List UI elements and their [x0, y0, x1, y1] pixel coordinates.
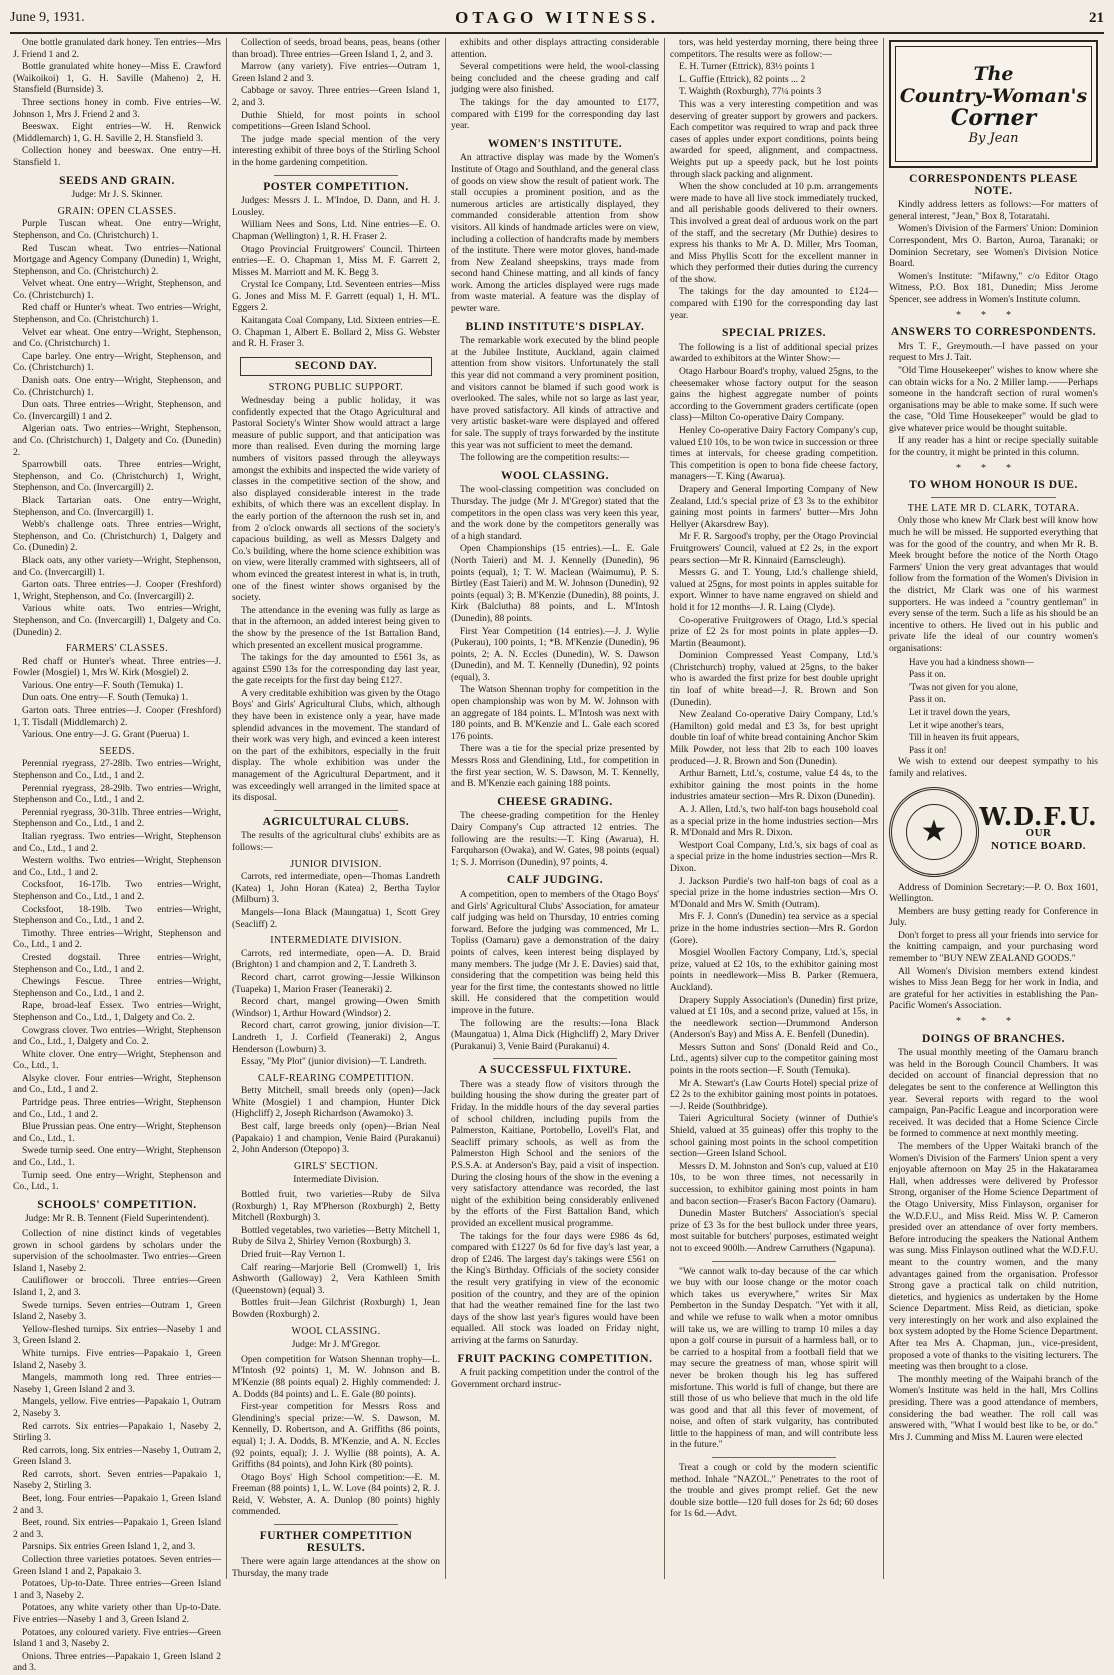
- paragraph: Taieri Agricultural Society (winner of Duthie's Shield, valued at 35 guineas) offer this trophy to the school gaining most points in the school competition section—Green Island School.: [670, 1114, 878, 1160]
- paragraph-group: [451, 890, 659, 1053]
- paragraph: Mr A. Stewart's (Law Courts Hotel) special prize of £2 2s to the exhibitor gaining most points in potatoes.—J. Reide (Southbridge).: [670, 1078, 878, 1112]
- paragraph: Messrs G. and T. Young, Ltd.'s challenge shield, valued at 25gns, for most points in apples suitable for export. Winner to have name engraved on shield and hold it for 12 months—J. R. Laing (Clyde).: [670, 568, 878, 613]
- paragraph: J. Jackson Purdie's two half-ton bags of coal as a special prize in the home industries section—Mrs O. M'Donald and Mrs W. Smith (Outram).: [670, 876, 878, 910]
- subsection-heading: GRAIN: OPEN CLASSES.: [57, 205, 177, 217]
- paragraph-group: [451, 1080, 659, 1348]
- divider: [712, 1261, 837, 1262]
- paragraph-group: [13, 759, 221, 1193]
- paragraph: The members of the Upper Waitaki branch of the Women's Division of the Farmers' Union spent a very enjoyable afternoon on May 25 in the Hakataramea Hall, when addresses were delivered by Professor Strong, organiser of the Home Science Department of the Otago University, Miss Finlayson, organiser for the W.D.F.U., and Miss Reid. Miss W. P. Cameron presided over an attendance of over forty members. Before introducing the speakers the National Anthem was sung. Miss Finlayson outlined what the W.D.F.U. meant to the country women, and the many advantages gained from the organisation. Professor Strong gave a practical talk on child nutrition, dietetics, and hygienics as undertaken by the Home Science Department. Miss Reid, as dietician, spoke very interestingly on her work and also explained the box system adopted by the Home Science Department. After tea Mrs A. Chapman, jun., vice-president, proposed a vote of thanks to the visiting lecturers. The meeting was then brought to a close.: [889, 1141, 1098, 1373]
- paragraph: Arthur Barnett, Ltd.'s, costume, value £4 4s, to the exhibitor gaining the most points in the home industries amateur section—Mrs R. Dixon (Dunedin).: [670, 769, 878, 803]
- judge-line: Judge: Mr R. B. Tennent (Field Superintendent).: [24, 1214, 210, 1225]
- division-line: Intermediate Division.: [293, 1175, 379, 1186]
- judge-line: Judge: Mr J. S. Skinner.: [71, 190, 163, 201]
- paragraph: Purple Tuscan wheat. One entry—Wright, Stephenson, and Co. (Christchurch) 1.: [13, 219, 221, 241]
- paragraph: The takings for the day amounted to £561 3s, as against £590 13s for the corresponding day last year, the gate receipts for the first day being £127.: [232, 653, 440, 687]
- wdfu-seal-icon: [889, 787, 979, 877]
- paragraph: The takings for the day amounted to £177, compared with £199 for the corresponding day last year.: [451, 97, 659, 132]
- paragraph: Duthie Shield, for most points in school competitions—Green Island School.: [232, 110, 440, 133]
- wdfu-heading: [979, 801, 1098, 853]
- paragraph: Dominion Compressed Yeast Company, Ltd.'s (Christchurch) trophy, valued at 25gns, to the baker who is awarded the first prize for best double upright tin loaf of white bread—J. R. Brown and Son (Dunedin).: [670, 651, 878, 708]
- paragraph: Otago Boys' High School competition:—E. M. Freeman (88 points) 1, L. W. Love (84 points) 2, R. J. Reid, V. Webster, A. A. Dunlop (80 points) highly commended.: [232, 1472, 440, 1518]
- section-heading: SPECIAL PRIZES.: [721, 327, 826, 340]
- paragraph: White turnips. Five entries—Papakaio 1, Green Island 2, Naseby 3.: [13, 1348, 221, 1371]
- paragraph: Mangels—Iona Black (Maungatua) 1, Scott Grey (Seacliff) 2.: [232, 907, 440, 930]
- paragraph: Judges: Messrs J. L. M'Indoe, D. Dann, and H. J. Lousley.: [232, 196, 440, 218]
- paragraph: Bottle granulated white honey—Miss E. Crawford (Waikoikoi) 1, G. H. Saville (Maheno) 2, H. Stansfield (Burnside) 3.: [13, 62, 221, 96]
- paragraph: Italian ryegrass. Two entries—Wright, Stephenson and Co., Ltd., 1 and 2.: [13, 832, 221, 854]
- paragraph: First Year Competition (14 entries).—J. J. Wylie (Pukerau), 100 points, 1; *B. M'Kenzie (Dunedin), 96 points, 2; A. N. Eccles (Dunedin), W. S. Dawson (Dunedin), and M. T. Kennelly (Dunedin), 92 points (equal), 3.: [451, 626, 659, 683]
- paragraph: The following are the results:—Iona Black (Maungatua) 1, Alma Dick (Highcliff) 2, Mary Driver (Purakanui) 3, Venie Baird (Purakanui) 4.: [451, 1018, 659, 1052]
- section-heading: BLIND INSTITUTE'S DISPLAY.: [465, 320, 645, 333]
- paragraph: Henley Co-operative Dairy Factory Company's cup, valued £10 10s, to be won twice in succession or three times at intervals, for cheese grading competition. This competition is open to bona fide cheese factory, managers—T. King (Awarua).: [670, 426, 878, 483]
- paragraph: Chewings Fescue. Three entries—Wright, Stephenson and Co., Ltd., 1 and 2.: [13, 977, 221, 999]
- paragraph: If any reader has a hint or recipe specially suitable for the country, it might be printed in this column.: [889, 436, 1098, 459]
- paragraph: Collection honey and beeswax. One entry—H. Stansfield 1.: [13, 146, 221, 168]
- subsection-heading: WOOL CLASSING.: [291, 1325, 381, 1337]
- banner-line-2: Country-Woman's: [899, 85, 1088, 108]
- paragraph-group: [232, 1190, 440, 1322]
- paragraph: "Old Time Housekeeper" wishes to know where she can obtain wicks for a No. 2 Miller lamp.——Perhaps someone in the handcraft section of rural women's organisations may be able to make some. If such were the case, "Old Time Housekeeper" would be glad to give whatever price would be thought suitable.: [889, 365, 1098, 434]
- section-heading: TO WHOM HONOUR IS DUE.: [909, 479, 1078, 492]
- paragraph: tors, was held yesterday morning, there being three competitors. The results were as follow:—: [670, 38, 878, 60]
- paragraph: Red carrots, short. Seven entries—Papakaio 1, Naseby 2, Stirling 3.: [13, 1469, 221, 1492]
- paragraph: The wool-classing competition was concluded on Thursday. The judge (Mr J. M'Gregor) stated that the competitors in the open class was very keen this year, and the work done by the competitors generally was of a high standard.: [451, 485, 659, 542]
- paragraph: Wednesday being a public holiday, it was confidently expected that the Otago Agricultural and Pastoral Society's Winter Show would attract a large measure of public support, and that anticipation was more than realised. Even during the morning large numbers of visitors passed through the alleyways amongst the exhibits and inspected the wide variety of classes in the competitive section of the show, and also displayed considerable interest in the trade exhibits, of which there was an excellent display. In the early portion of the afternoon the rush set in, and from 2 o'clock onwards all sections of the society's capacious building, as well as Messrs Dalgety and Co.'s building, where the home science exhibition was on view, were literally crammed with sightseers, all of whom evinced the greatest interest in what is, in truth, one of the finest winter shows organised by the society.: [232, 396, 440, 604]
- quotation-block: [670, 1267, 878, 1453]
- paragraph: The monthly meeting of the Waipahi branch of the Women's Institute was held in the hall, Mrs Collins presiding. There was a good attendance of members, considering the bad weather. The roll call was answered with, "What I would best like to be, or do." Mrs J. Cumming and Miss M. Lauren were elected: [889, 1374, 1098, 1443]
- paragraph: Perennial ryegrass, 27-28lb. Two entries—Wright, Stephenson and Co., Ltd., 1 and 2.: [13, 759, 221, 782]
- paragraph: Kaitangata Coal Company, Ltd. Sixteen entries—E. O. Chapman 1, Albert E. Bollard 2, Miss G. Webster and R. H. Fraser 3.: [232, 316, 440, 350]
- paragraph: Pass it on.: [909, 694, 946, 705]
- paragraph: White clover. One entry—Wright, Stephenson and Co., Ltd., 1.: [13, 1049, 221, 1072]
- paragraph: Mangels, mammoth long red. Three entries—Naseby 1, Green Island 2 and 3.: [13, 1373, 221, 1395]
- paragraph: This was a very interesting competition and was deserving of greater support by growers and packers. Each competitor was required to wrap and pack three cases of apples under export conditions, points being awarded for speed, alignment, and compactness. Weights put up a speedy pack, but he lost points through slack packing and alignment.: [670, 99, 878, 180]
- paragraph: Crested dogstail. Three entries—Wright, Stephenson and Co., Ltd., 1 and 2.: [13, 952, 221, 975]
- subsection-heading: SEEDS.: [99, 745, 135, 757]
- paragraph: Calf rearing—Marjorie Bell (Cromwell) 1, Iris Ashworth (Galloway) 2, Vera Kathleen Smith (Queenstown) (equal) 3.: [232, 1262, 440, 1296]
- paragraph: Potatoes, any coloured variety. Five entries—Green Island 1 and 3, Naseby 2.: [13, 1627, 221, 1650]
- paragraph: We wish to extend our deepest sympathy to his family and relatives.: [889, 757, 1098, 779]
- section-heading: ANSWERS TO CORRESPONDENTS.: [890, 326, 1097, 339]
- paragraph-group: [232, 1557, 440, 1580]
- paragraph-group: [889, 883, 1098, 1014]
- paragraph: Open Championships (15 entries).—L. E. Gale (North Taieri) and M. J. Kennelly (Dunedin), 96 points (equal), 1; T. W. Maclean (Waimumu), P. S. Birtley (East Taieri) and M. W. Johnson (Dunedin), 92 points (equal) 3; B. M'Kenzie (Dunedin), 88 points, J. Kirk (Balclutha) 88 points, and L. M'Intosh (Dunedin), 88 points.: [451, 544, 659, 624]
- section-heading: CORRESPONDENTS PLEASE NOTE.: [909, 173, 1078, 197]
- paragraph-group: [889, 516, 1098, 655]
- section-heading: FURTHER COMPETITION RESULTS.: [259, 1530, 413, 1554]
- paragraph: Webb's challenge oats. Three entries—Wright, Stephenson, and Co. (Christchurch) 1, Dalgety and Co. (Dunedin) 2.: [13, 520, 221, 554]
- paragraph: Red carrots. Six entries—Papakaio 1, Naseby 2, Stirling 3.: [13, 1421, 221, 1444]
- paragraph-group: [451, 1368, 659, 1391]
- paragraph: Mosgiel Woollen Factory Company, Ltd.'s, special prize, valued at £2 10s, to the exhibitor gaining most points in needlework—Miss B. Parker (Remuera, Auckland).: [670, 948, 878, 993]
- banner-line-1: The: [973, 63, 1014, 86]
- paragraph: First-year competition for Messrs Ross and Glendining's special prize:—W. S. Dawson, M. Kennelly, D. Robertson, and A. Griffiths (86 points, equal) 1; J. A. Dodds, B. M'Kenzie, and A. N. Eccles (92 points, equal); J. J. Wyllie (88 points), A. A. Griffiths (84 points), and John Kirk (80 points).: [232, 1402, 440, 1471]
- paragraph: Otago Provincial Fruitgrowers' Council. Thirteen entries—E. O. Chapman 1, Miss M. F. Garrett 2, Misses M. Marriott and M. K. Begg 3.: [232, 244, 440, 278]
- country-womans-corner-banner: [889, 40, 1098, 168]
- page-columns: [8, 38, 1106, 1674]
- column-3: [446, 38, 665, 1579]
- paragraph: Red chaff or Hunter's wheat. Two entries—Wright, Stephenson, and Co. (Christchurch) 1.: [13, 303, 221, 326]
- paragraph: Treat a cough or cold by the modern scientific method. Inhale "NAZOL." Penetrates to the root of the trouble and gives prompt relief. Get the new double size bottle—120 full doses for 2s 6d; 60 doses for 1s 6d.—Advt.: [670, 1463, 878, 1520]
- paragraph: Velvet wheat. One entry—Wright, Stephenson, and Co. (Christchurch) 1.: [13, 279, 221, 301]
- paragraph: Black Tartarian oats. One entry—Wright, Stephenson, and Co. (Invercargill) 1.: [13, 495, 221, 518]
- paragraph: Western wolths. Two entries—Wright, Stephenson and Co., Ltd., 1 and 2.: [13, 856, 221, 878]
- paragraph: Sparrowbill oats. Three entries—Wright, Stephenson, and Co. (Christchurch) 1, Wright, Stephenson, and Co. (Invercargill) 2.: [13, 460, 221, 494]
- verse-block: [889, 657, 1098, 757]
- paragraph: The following is a list of additional special prizes awarded to exhibitors at the Winter Show:—: [670, 342, 878, 365]
- paragraph: Swede turnips. Seven entries—Outram 1, Green Island 2, Naseby 3.: [13, 1300, 221, 1323]
- paragraph: There were again large attendances at the show on Thursday, the many trade: [232, 1557, 440, 1579]
- paragraph: Otago Harbour Board's trophy, valued 25gns, to the cheesemaker whose factory output for the season gains the highest aggregate number of points according to the Government graders certificate (open class)—Milton Co-operative Dairy Company.: [670, 367, 878, 424]
- paragraph: Crystal Ice Company, Ltd. Seventeen entries—Miss G. Jones and Miss M. F. Garrett (equal) 1, H. M'L. Eggers 2.: [232, 280, 440, 314]
- paragraph: Drapery and General Importing Company of New Zealand, Ltd.'s special prize of £3 3s to the exhibitor gaining most points in farmers' butter—Mrs John Hellyer (Akarsdrew Bay).: [670, 484, 878, 530]
- paragraph: Betty Mitchell, small breeds only (open)—Jack White (Mosgiel) 1 and champion, Hunter Dick (Highcliff) 2, Joseph Richardson (Awamoko) 3.: [232, 1086, 440, 1120]
- paragraph: Black oats, any other variety—Wright, Stephenson, and Co. (Invercargill) 1.: [13, 555, 221, 578]
- paragraph: Onions. Three entries—Papakaio 1, Green Island 2 and 3.: [13, 1651, 221, 1674]
- paragraph-group: [889, 200, 1098, 306]
- paragraph-group: [670, 343, 878, 1256]
- star-divider: ***: [956, 462, 1031, 474]
- section-heading: SEEDS AND GRAIN.: [59, 174, 175, 187]
- paragraph: Collection of seeds, broad beans, peas, beans (other than broad). Three entries—Green Island 1, 2, and 3.: [232, 38, 440, 60]
- paragraph: Bottles fruit—Jean Gilchrist (Roxburgh) 1, Jean Bowden (Roxburgh) 2.: [232, 1298, 440, 1320]
- paragraph-group: [13, 657, 221, 742]
- paragraph: Dun oats. Three entries—Wright, Stephenson, and Co. (Invercargill) 1 and 2.: [13, 400, 221, 422]
- paragraph: There was a tie for the special prize presented by Messrs Ross and Glendining, Ltd., for competition in the first year section, W. S. Dawson, M. T. Kennelly, and B. M'Kenzie each gaining 188 points.: [451, 744, 659, 790]
- paragraph: Mr F. R. Sargood's trophy, per the Otago Provincial Fruitgrowers' Council, valued at £2 2s, in the export pears section—Mr R. Kinnaird (Earnscleugh).: [670, 532, 878, 566]
- paragraph-group: [232, 1355, 440, 1519]
- newspaper-title: OTAGO WITNESS.: [455, 8, 659, 27]
- subsection-heading: GIRLS' SECTION.: [294, 1160, 378, 1172]
- banner-line-3: Corner: [950, 105, 1037, 132]
- paragraph: Only those who knew Mr Clark best will know how much he will be missed. He supported everything that was for the good of the country, and when Mr R. B. Meek brought before the notice of the North Otago Farmers' Union the very great advantages that would follow from the formation of the Women's Division in the district, Mr Clark was one of his warmest supporters. He was indeed a "country gentleman" in every sense of the term. Such a life as his should be an incentive to others. He lived out in his public and private life the ideal of our country women's organisations:: [889, 516, 1098, 654]
- paragraph: Essay, "My Plot" (junior division)—T. Landreth.: [241, 1057, 427, 1068]
- paragraph: Bottled vegetables, two varieties—Betty Mitchell 1, Ruby de Silva 2, Shirley Vernon (Roxburgh) 3.: [232, 1225, 440, 1248]
- wdfu-masthead: [889, 787, 1098, 877]
- paragraph: Carrots, red intermediate, open—A. D. Braid (Brighton) 1 and champion and 2, T. Landreth 3.: [232, 948, 440, 971]
- page-number: 21: [1088, 9, 1104, 26]
- paragraph: E. H. Turner (Ettrick), 83½ points 1: [679, 62, 816, 73]
- paragraph-group: [232, 38, 440, 170]
- paragraph: The remarkable work executed by the blind people at the Jubilee Institute, Auckland, again claimed attention from show visitors. Unfortunately the stall this year did not command a very prominent position, and visitors cannot be blamed if such good work is overlooked. The sales, while not so large as last year, have proved satisfactory. All kinds of attractive and very artistic basket-ware were displayed and offered for sale. The supply of trays forwarded by the institute this year was not sufficient to meet the demand.: [451, 336, 659, 451]
- paragraph: All Women's Division members extend kindest wishes to Miss Jean Begg for her work in India, and are grateful for her activities in establishing the Pan-Pacific Women's Association.: [889, 966, 1098, 1012]
- column-1: [8, 38, 227, 1674]
- paragraph: Let it travel down the years,: [909, 706, 1010, 717]
- paragraph: There was a steady flow of visitors through the building housing the show during the greater part of Friday. In the middle hours of the day several parties of school children, including pupils from the Palmerston, Kaitiane, Portobello, Lovell's Flat, and Seacliff primary schools, as well as from the Palmerston High School and the seniors of the P.S.S.A. at Anderson's Bay, paid a visit of inspection. During the closing hours of the show in the evening a very satisfactory attendance was recorded, the last night of the exhibition being considerably enlivened by the efforts of the First Battalion Band, which provided an excellent musical programme.: [451, 1079, 659, 1229]
- paragraph: New Zealand Co-operative Dairy Company, Ltd.'s (Hamilton) gold medal and £3 3s, for best upright double tin loaf of white bread containing Anchor Skim Milk Powder, not less that 2lb to each 100 loaves produced—J. R. Brown and Son (Dunedin).: [670, 710, 878, 767]
- paragraph: "We cannot walk to-day because of the car which we buy with our loose change or the motor coach which takes us everywhere," writes Sir Max Pemberton in the Sunday Despatch. "Yet with it all, and while we refuse to walk when a motor omnibus will take us, we are willing to tramp 10 miles a day upon a golf course in pursuit of a harmless ball, or to be carried to a hospital from a football field that we may secure the greatness of man, whose spirit will never be broken though his leg has suffered misfortune. This world is full of change, but there are still those of us who believe that much in the old life was good and that all this fever of movement, of noise, and often of stark vulgarity, has contributed little to the happiness of man, and will contribute less in the future.": [670, 1266, 878, 1451]
- paragraph: Have you had a kindness shown—: [909, 656, 1034, 667]
- paragraph: A fruit packing competition under the control of the Government orchard instruc-: [451, 1368, 659, 1390]
- paragraph: Turnip seed. One entry—Wright, Stephenson and Co., Ltd., 1.: [13, 1170, 221, 1193]
- paragraph: Potatoes, Up-to-Date. Three entries—Green Island 1 and 3, Naseby 2.: [13, 1579, 221, 1601]
- paragraph: Blue Prussian peas. One entry—Wright, Stephenson and Co., Ltd., 1.: [13, 1122, 221, 1144]
- paragraph: Garton oats. Three entries—J. Cooper (Freshford) 1, Wright, Stephenson, and Co. (Invercargill) 2.: [13, 580, 221, 602]
- paragraph: Best calf, large breeds only (open)—Brian Neal (Papakaio) 1 and champion, Venie Baird (Purakanui) 2, John Anderson (Otepopo) 3.: [232, 1122, 440, 1156]
- paragraph: Three sections honey in comb. Five entries—W. Johnson 1, Mrs J. Friend 2 and 3.: [13, 97, 221, 120]
- paragraph: Parsnips. Six entries Green Island 1, 2, and 3.: [22, 1542, 196, 1553]
- section-heading: AGRICULTURAL CLUBS.: [262, 815, 410, 828]
- paragraph-group: [451, 336, 659, 465]
- advertisement: [670, 1463, 878, 1521]
- paragraph: Mrs T. F., Greymouth.—I have passed on your request to Mrs J. Tait.: [889, 341, 1098, 364]
- paragraph: Till in heaven its fruit appears,: [909, 732, 1020, 743]
- paragraph: Dunedin Master Butchers' Association's special prize of £3 3s for the best bullock under three years, most suitable for butchers' purposes, estimated weight not to exceed 900lb.—Andrew Carruthers (Ngapuna).: [670, 1209, 878, 1254]
- paragraph: Rape, broad-leaf Essex. Two entries—Wright, Stephenson and Co., Ltd., 1, Dalgety and Co. 2.: [13, 1001, 221, 1023]
- paragraph: Dun oats. One entry—F. South (Temuka) 1.: [22, 693, 189, 704]
- paragraph: Cocksfoot, 16-17lb. Two entries—Wright, Stephenson and Co., Ltd., 1 and 2.: [13, 880, 221, 902]
- paragraph: Carrots, red intermediate, open—Thomas Landreth (Katea) 1, John Horan (Katea) 2, Bertha Taylor (Milburn) 3.: [232, 872, 440, 906]
- paragraph: An attractive display was made by the Women's Institute of Otago and Southland, and the general class of goods on view show the result of patient work. The stall occupies a prominent position, and as the numerous articles are artistically displayed, they commanded considerable attention from show visitors. All kinds of handmade articles were on view, including a collection of handcrafts made by members of the institute. There were motor gloves, hand-made from New Zealand sheepskins, trays made from second hand Chinese matting, and all kinds of fancy work. Among the articles displayed were rugs made from waste material. A feature was the display of pewter ware.: [451, 153, 659, 315]
- paragraph: Messrs Sutton and Sons' (Donald Reid and Co., Ltd., agents) silver cup to the competitor gaining most points in the roots section—F. South (Temuka).: [670, 1042, 878, 1077]
- star-icon: ★: [906, 804, 962, 860]
- paragraph: Beeswax. Eight entries—W. H. Renwick (Middlemarch) 1, G. H. Saville 2, H. Stansfield 3.: [13, 122, 221, 144]
- paragraph: Record chart, carrot growing—Jessie Wilkinson (Tuapeka) 1, Marion Fraser (Teaneraki) 2.: [232, 972, 440, 995]
- paragraph: Potatoes, any white variety other than Up-to-Date. Five entries—Naseby 1 and 3, Green Island 2.: [13, 1603, 221, 1625]
- paragraph: William Nees and Sons, Ltd. Nine entries—E. O. Chapman (Wellington) 1, R. H. Fraser 2.: [232, 220, 440, 242]
- section-heading: FRUIT PACKING COMPETITION.: [457, 1352, 653, 1365]
- paragraph: Westport Coal Company, Ltd.'s, six bags of coal as a special prize in the home industries section—Mrs R. Dixon.: [670, 840, 878, 874]
- paragraph: Perennial ryegrass, 28-29lb. Two entries—Wright, Stephenson and Co., Ltd., 1 and 2.: [13, 783, 221, 806]
- section-heading: POSTER COMPETITION.: [263, 180, 409, 193]
- paragraph: T. Waighth (Roxburgh), 77¼ points 3: [679, 87, 822, 98]
- paragraph: Perennial ryegrass, 30-31lb. Three entries—Wright, Stephenson and Co., Ltd., 1 and 2.: [13, 807, 221, 830]
- paragraph: Collection three varieties potatoes. Seven entries—Green Island 1 and 2, Papakaio 3.: [13, 1555, 221, 1577]
- paragraph: Danish oats. One entry—Wright, Stephenson, and Co. (Christchurch) 1.: [13, 376, 221, 398]
- paragraph: The cheese-grading competition for the Henley Dairy Company's Cup attracted 12 entries. The following are the results:—T. King (Awarua), H. Farquharson (Owaka), and W. Gates, 98 points (equal) 1; S. J. Morrison (Dunedin), 97 points, 4.: [451, 811, 659, 868]
- subsection-heading: THE LATE MR D. CLARK, TOTARA.: [907, 502, 1080, 514]
- boxed-heading: SECOND DAY.: [240, 357, 432, 377]
- paragraph: Garton oats. Three entries—J. Cooper (Freshford) 1, T. Tisdall (Middlemarch) 2.: [13, 706, 221, 728]
- paragraph-group: [451, 485, 659, 790]
- paragraph: Record chart, mangel growing—Owen Smith (Windsor) 1, Arthur Howard (Windsor) 2.: [232, 997, 440, 1019]
- paragraph: The following are the competition results:—: [460, 453, 630, 464]
- paragraph: Women's Institute: "Mifawny," c/o Editor Otago Witness, P.O. Box 181, Dunedin; Miss Jerome Spencer, see address in Women's Institute column.: [889, 271, 1098, 305]
- subsection-heading: STRONG PUBLIC SUPPORT.: [268, 382, 404, 394]
- section-heading: A SUCCESSFUL FIXTURE.: [478, 1064, 632, 1077]
- paragraph: Mangels, yellow. Five entries—Papakaio 1, Outram 2, Naseby 3.: [13, 1397, 221, 1419]
- paragraph: The takings for the day amounted to £124—compared with £190 for the corresponding day last year.: [670, 287, 878, 321]
- paragraph: Mrs F. J. Conn's (Dunedin) tea service as a special prize in the home industries section—Mrs R. Gordon (Gore).: [670, 912, 878, 946]
- paragraph: Collection of nine distinct kinds of vegetables grown in school gardens by scholars under the supervision of the schoolmaster. Two entries—Green Island 1, Naseby 2.: [13, 1229, 221, 1274]
- paragraph: Alsyke clover. Four entries—Wright, Stephenson and Co., Ltd., 1 and 2.: [13, 1073, 221, 1096]
- paragraph: A very creditable exhibition was given by the Otago Boys' and Girls' Agricultural Clubs, which, although they have been in existence only a year, have made splendid advances in the movement. The standard of their work was very high, and evinced a keen interest on the part of the exhibitors, especially in the fruit display. The whole exhibition was under the management of the Agricultural Department, and it was exceedingly well arranged in the limited space at its disposal.: [232, 688, 440, 804]
- subsection-heading: FARMERS' CLASSES.: [65, 643, 169, 655]
- paragraph-group: [13, 38, 221, 170]
- paragraph: One bottle granulated dark honey. Ten entries—Mrs J. Friend 1 and 2.: [13, 38, 221, 60]
- paragraph-group: [232, 1086, 440, 1157]
- paragraph: Cocksfoot, 18-19lb. Two entries—Wright, Stephenson and Co., Ltd., 1 and 2.: [13, 904, 221, 927]
- paragraph: Red chaff or Hunter's wheat. Three entries—J. Fowler (Mosgiel) 1, Mrs W. Kirk (Mosgiel) 2.: [13, 656, 221, 679]
- paragraph: Beet, round. Six entries—Papakaio 1, Green Island 2 and 3.: [13, 1518, 221, 1540]
- paragraph: Cape barley. One entry—Wright, Stephenson, and Co. (Christchurch) 1.: [13, 351, 221, 374]
- paragraph-group: [232, 396, 440, 805]
- paragraph: Algerian oats. Two entries—Wright, Stephenson, and Co. (Christchurch) 1, Dalgety and Co. (Dunedin) 2.: [13, 424, 221, 458]
- paragraph: Pass it on.: [909, 669, 946, 680]
- subsection-heading: INTERMEDIATE DIVISION.: [270, 935, 402, 947]
- paragraph: 'Twas not given for you alone,: [909, 681, 1018, 692]
- paragraph: Women's Division of the Farmers' Union: Dominion Correspondent, Mrs O. Barton, Auroa, Taranaki; or Dominion Secretary, see Women's Division Notice Board.: [889, 224, 1098, 270]
- paragraph: Red Tuscan wheat. Two entries—National Mortgage and Agency Company (Dunedin) 1, Wright, Stephenson, and Co. (Christchurch) 2.: [13, 243, 221, 277]
- paragraph: Drapery Supply Association's (Dunedin) first prize, valued at £1 10s, and a second prize, valued at 15s, in the needlework section—Drummond Anderson (Anderson's Bay) and Miss A. E. Benfell (Dunedin).: [670, 995, 878, 1041]
- paragraph-group: [451, 38, 659, 133]
- section-heading: WOMEN'S INSTITUTE.: [487, 137, 623, 150]
- paragraph: The attendance in the evening was fully as large as that in the afternoon, an added interest being given to the show by the presence of the 1st Battalion Band, which presented an excellent musical programme.: [232, 605, 440, 651]
- column-2: [227, 38, 446, 1579]
- paragraph-group: [232, 872, 440, 931]
- subsection-heading: CALF-REARING COMPETITION.: [257, 1072, 415, 1084]
- page-header: [10, 4, 1104, 34]
- paragraph: Various. One entry—F. South (Temuka) 1.: [22, 680, 184, 691]
- paragraph: Open competition for Watson Shennan trophy—L. M'Intosh (92 points) 1, M. W. Johnson and B. M'Kenzie (88 points equal) 2. Highly commended: J. A. Dodds (84 points) and L. E. Gale (80 points).: [232, 1354, 440, 1400]
- paragraph: Yellow-fleshed turnips. Six entries—Naseby 1 and 3, Green Island 2.: [13, 1324, 221, 1347]
- paragraph-group: [232, 949, 440, 1069]
- paragraph: Marrow (any variety). Five entries—Outram 1, Green Island 2 and 3.: [232, 62, 440, 84]
- paragraph-group: [13, 1229, 221, 1675]
- paragraph-group: [232, 196, 440, 351]
- divider: [931, 497, 1056, 498]
- paragraph: The takings for the four days were £986 4s 6d, compared with £1227 0s 6d for five day's last year, a drop of £246. The largest day's takings were £561 on the King's Birthday. Officials of the society consider the result very gratifying in view of the economic position of the country, and they are of the opinion that had the weather remained fine for the last two days of the show last year's figures would have been equalled. All stock was loaded on Friday night, arriving at the farms on Saturday.: [451, 1231, 659, 1346]
- section-heading: CALF JUDGING.: [506, 874, 604, 887]
- section-heading: CHEESE GRADING.: [497, 795, 613, 808]
- column-5: [884, 38, 1103, 1579]
- paragraph: A competition, open to members of the Otago Boys' and Girls' Agricultural Clubs' Association, for amateur calf judging was held on Thursday, 10 entries coming forward. Before the judging was commenced, Mr L. Topliss (Oamaru) gave a demonstration of the dairy points of calves, keen interest being displayed by many members. The judge (Mr J. E. Davies) said that, considering that the competition was being held this year for the first time, the contestants showed no little skill. He considered that the competition would improve in the future.: [451, 889, 659, 1016]
- judge-line: Judge: Mr J. M'Gregor.: [291, 1340, 381, 1351]
- paragraph: Cowgrass clover. Two entries—Wright, Stephenson and Co., Ltd., 1, Dalgety and Co. 2.: [13, 1025, 221, 1048]
- paragraph: Cabbage or savoy. Three entries—Green Island 1, 2, and 3.: [232, 86, 440, 108]
- paragraph: exhibits and other displays attracting considerable attention.: [451, 38, 659, 60]
- divider: [493, 1058, 618, 1059]
- banner-byline: By Jean: [968, 131, 1019, 147]
- paragraph: Various. One entry—J. G. Grant (Puerua) 1.: [22, 730, 190, 741]
- divider: [274, 810, 399, 811]
- paragraph: Beet, long. Four entries—Papakaio 1, Green Island 2 and 3.: [13, 1494, 221, 1516]
- paragraph: Dried fruit—Ray Vernon 1.: [241, 1250, 346, 1260]
- paragraph-group: [889, 342, 1098, 460]
- paragraph: Don't forget to press all your friends into service for the knitting campaign, and your purchasing word remember to "BUY NEW ZEALAND GOODS.": [889, 930, 1098, 965]
- paragraph: Bottled fruit, two varieties—Ruby de Silva (Roxburgh) 1, Ray M'Pherson (Roxburgh) 2, Betty Mitchell (Roxburgh) 3.: [232, 1190, 440, 1224]
- issue-date: June 9, 1931.: [10, 10, 85, 25]
- paragraph: Various white oats. Two entries—Wright, Stephenson, and Co. (Invercargill) 1, Dalgety and Co. (Dunedin) 2.: [13, 604, 221, 638]
- paragraph: The Watson Shennan trophy for competition in the open championship was won by M. W. Johnson with an aggregate of 184 points. L. M'Intosh was next with 180 points, and B. M'Kenzie and L. Gale each scored 176 points.: [451, 685, 659, 742]
- divider: [274, 1524, 399, 1525]
- paragraph: Let it wipe another's tears,: [909, 719, 1004, 730]
- paragraph-group: [889, 1048, 1098, 1444]
- paragraph: A. J. Allen, Ltd.'s, two half-ton bags household coal as a special prize in the home industries section—Mrs R. M'Donald and Mrs R. Dixon.: [670, 805, 878, 839]
- section-heading: WOOL CLASSING.: [501, 469, 609, 482]
- paragraph: Several competitions were held, the wool-classing being concluded and the cheese grading and calf judging were also finished.: [451, 62, 659, 96]
- paragraph: Pass it on!: [909, 744, 947, 755]
- paragraph: Address of Dominion Secretary:—P. O. Box 1601, Wellington.: [889, 882, 1098, 905]
- star-divider: ***: [956, 1016, 1031, 1028]
- paragraph: L. Guffie (Ettrick), 82 points ... 2: [679, 74, 806, 85]
- paragraph: When the show concluded at 10 p.m. arrangements were made to have all live stock immediately trucked, and all perishable goods delivered to their owners. This involved a great deal of arduous work on the part of the staff, and the secretary (Mr Duthie) desires to express his thanks to Mr A. D. Miller, Mrs Tooman, and Miss Phyllis Scott for the excellent manner in which they performed their duties during the currency of the show.: [670, 182, 878, 285]
- paragraph: Timothy. Three entries—Wright, Stephenson and Co., Ltd., 1 and 2.: [13, 928, 221, 951]
- paragraph: The usual monthly meeting of the Oamaru branch was held in the Borough Council Chambers. It was decided on account of financial depression that no delegates be sent to the conference at Wellington this year. Several reports with regard to the wool campaign, Pan-Pacific League and incorporation were received. It was decided that a Home Science Circle be formed to commence at next monthly meeting.: [889, 1048, 1098, 1140]
- paragraph: Red carrots, long. Six entries—Naseby 1, Outram 2, Green Island 3.: [13, 1445, 221, 1468]
- wdfu-sub-2: NOTICE BOARD.: [990, 839, 1087, 852]
- paragraph: The results of the agricultural clubs' exhibits are as follows:—: [232, 831, 440, 853]
- paragraph: The judge made special mention of the very interesting exhibit of three boys of the Stirling School in the home gardening competition.: [232, 134, 440, 168]
- paragraph: Cauliflower or broccoli. Three entries—Green Island 1, 2, and 3.: [13, 1276, 221, 1298]
- wdfu-title: W.D.F.U.: [979, 801, 1098, 831]
- paragraph-group: [13, 219, 221, 639]
- column-4: [665, 38, 884, 1579]
- paragraph: Partridge peas. Three entries—Wright, Stephenson and Co., Ltd., 1 and 2.: [13, 1098, 221, 1120]
- paragraph: Members are busy getting ready for Conference in July.: [889, 906, 1098, 929]
- paragraph-group: [670, 38, 878, 322]
- section-heading: DOINGS OF BRANCHES.: [922, 1032, 1065, 1045]
- subsection-heading: JUNIOR DIVISION.: [290, 858, 382, 870]
- star-divider: ***: [956, 309, 1031, 321]
- paragraph: Velvet ear wheat. One entry—Wright, Stephenson, and Co. (Christchurch) 1.: [13, 327, 221, 350]
- paragraph-group: [451, 811, 659, 869]
- paragraph-group: [451, 153, 659, 315]
- paragraph: Swede turnip seed. One entry—Wright, Stephenson and Co., Ltd., 1.: [13, 1146, 221, 1169]
- paragraph: Record chart, carrot growing, junior division—T. Landreth 1, J. Corfield (Teaneraki) 2, Angus Henderson (Lowburn) 3.: [232, 1021, 440, 1055]
- paragraph: Messrs D. M. Johnston and Son's cup, valued at £10 10s, to be won three times, not necessarily in succession, to exhibitor gaining most points in ham and bacon section—Fraser's Bacon Factory (Oamaru).: [670, 1161, 878, 1207]
- divider: [712, 1457, 837, 1458]
- divider: [274, 175, 399, 176]
- wdfu-sub-1: OUR: [1025, 827, 1052, 840]
- paragraph: Co-operative Fruitgrowers of Otago, Ltd.'s special prize of £2 2s for most points in plate apples—D. Martin (Beaumont).: [670, 615, 878, 649]
- section-heading: SCHOOLS' COMPETITION.: [37, 1198, 197, 1211]
- paragraph: Kindly address letters as follows:—For matters of general interest, "Jean," Box 8, Totaratahi.: [889, 200, 1098, 222]
